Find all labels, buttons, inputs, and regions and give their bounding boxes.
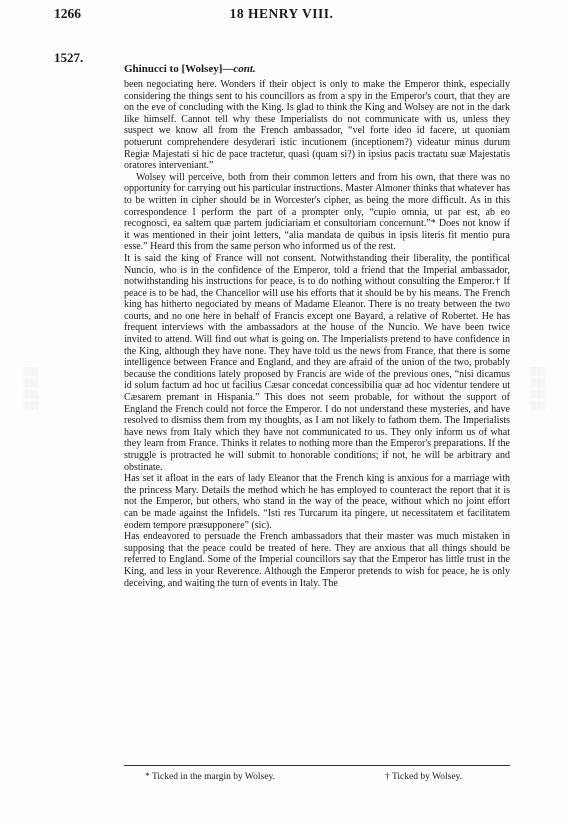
section-heading-cont: cont. (233, 63, 256, 75)
footnote-2: † Ticked by Wolsey. (385, 772, 463, 782)
running-title: 18 HENRY VIII. (229, 6, 334, 21)
page-number: 1266 (54, 6, 81, 21)
paragraph: It is said the king of France will not consent. Notwithstanding their liberality, the pontifical Nuncio, who is in the confidence of the Emperor, told a friend that the Imperial ambassador, notwithstanding his instructions for peace, is to do nothing without consulting the Emperor.† If peace is to be had, the Chancellor will use his efforts that it should be by his means. The French king has hitherto negociated by means of Madame Eleanor. There is no treaty between the two courts, and no one here in behalf of Francis except one Bayard, a relative of Robertet. He has frequent interviews with the ambassadors at the house of the Nuncio. We have been twice invited to attend. Will find out what is going on. The Imperialists pretend to have confidence in the King, although they have none. They have told us the news from France, that there is some intelligence between France and England, and they are afraid of the union of the two, probably because the conditions lately proposed by Francis are wide of the previous ones, “nisi dicamus id solum factum ad hoc ut facilius Cæsar concedat concessibilia quæ ad hoc videntur tendere ut Cæsarem premant in Hispania.” This does not seem probable, for without the support of England the French could not force the Emperor. I do not understand these mysteries, and have resolved to dismiss them from my thoughts, as I am not likely to fathom them. The Imperialists have news from Italy which they have not communicated to us. They only inform us of what they learn from France. Thinks it relates to nothing more than the Emperor's preparations. If the struggle is protracted he will submit to honorable conditions; if not, he will be arbitrary and obstinate. (124, 252, 510, 473)
footnote-1: * Ticked in the margin by Wolsey. (145, 772, 275, 782)
year-marker: 1527. (54, 50, 84, 65)
paragraph: Has endeavored to persuade the French ambassadors that their master was much mistaken in supposing that the peace could be treated of here. They are anxious that all things should be referred to England. Some of the Imperial councillors say that the Emperor has little trust in the King, and less in your Reverence. Although the Emperor pretends to wish for peace, he is only deceiving, and waiting the turn of events in Italy. The (124, 531, 510, 589)
watermark-left: ▒▒▒▒ (22, 365, 38, 410)
paragraph: Wolsey will perceive, both from their common letters and from his own, that there was no opportunity for carrying out his particular instructions. Master Almoner thinks that whatever has to be written in cipher should be in Worcester's cipher, as being the more difficult. As in this correspondence I perform the part of a prompter only, “cupio omnia, ut par est, ab eo recognosci, ea saltem quæ partem judiciariam et consultoriam concernunt.”* Does not know if it was mentioned in their joint letters, “alia mandata de quibus in ipsis literis fit mentio pura esse.” Heard this from the same person who informed us of the rest. (124, 171, 510, 253)
footnote-divider (124, 765, 510, 766)
section-heading-text: Ghinucci to [Wolsey]— (124, 63, 234, 75)
paragraph: Has set it afloat in the ears of lady Eleanor that the French king is anxious for a marriage with the princess Mary. Details the method which he has employed to counteract the report that it is not the Emperor, but others, who stand in the way of the peace, without which no joint effort can be made against the Infidels. “Isti res Turcarum ita pingere, ut necessitatem et facilitatem eodem tempore præsupponere” (sic). (124, 473, 510, 531)
section-heading (124, 63, 256, 75)
body-text (124, 79, 510, 589)
running-head (54, 6, 509, 28)
paragraph: been negociating here. Wonders if their object is only to make the Emperor think, especially considering the things sent to his councillors as from a spy in the Emperor's court, that they are on the eve of concluding with the King. Is glad to think the King and Wolsey are not in the dark like himself. Cannot tell why these Imperialists do not communicate with us, unless they suspect we know all from the French ambassador, “vel forte ideo id facere, ut quoniam potuerunt comprehendere desyderari istic incutionem (inceptionem?) videatur minus durum Regiæ Majestati si hic de pace tractetur, quasi (quam si?) in ipsius pacis tractatu suæ Majestatis oratores interveniant.” (124, 79, 510, 172)
watermark-right: ▒▒▒▒ (529, 365, 545, 410)
